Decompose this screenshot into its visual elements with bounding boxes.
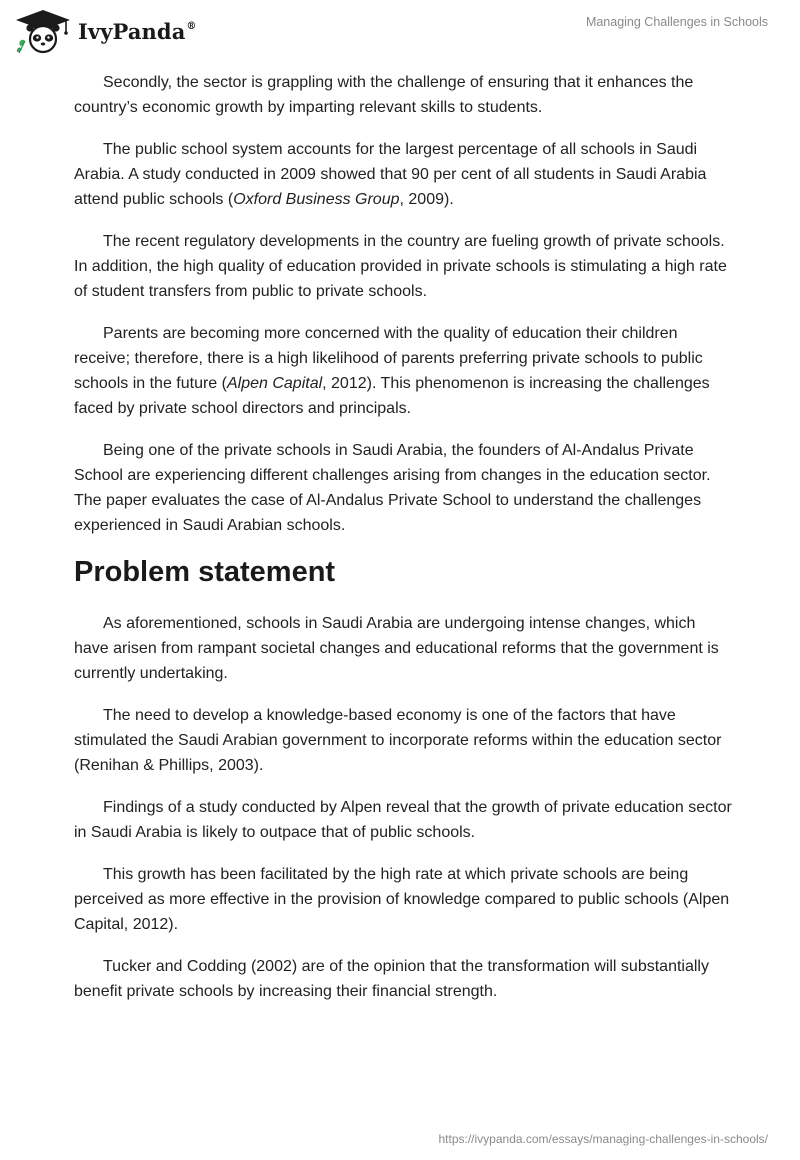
paragraph bbox=[74, 703, 734, 778]
paragraph bbox=[74, 862, 734, 937]
footer-url[interactable]: https://ivypanda.com/essays/managing-challenges-in-schools/ bbox=[438, 1132, 768, 1146]
paragraph-text: , 2012). This phenomenon is increasing the challenges faced by private school directors and principals. bbox=[74, 375, 710, 417]
paragraph-text: Findings of a study conducted by Alpen reveal that the growth of private education sector in Saudi Arabia is likely to outpace that of public schools. bbox=[74, 799, 732, 841]
paragraph bbox=[74, 954, 734, 1004]
section-heading: Problem statement bbox=[74, 556, 336, 588]
paragraph bbox=[74, 438, 734, 538]
citation-source: Alpen Capital bbox=[226, 375, 323, 392]
logo[interactable] bbox=[14, 8, 197, 54]
paragraph-text: Parents are becoming more concerned with the quality of education their children receive; therefore, there is a high likelihood of parents preferring private schools to public schools in the future ( bbox=[74, 325, 703, 392]
paragraph bbox=[74, 137, 734, 212]
paragraph-text: This growth has been facilitated by the high rate at which private schools are being perceived as more effective in the provision of knowledge compared to public schools (Alpen Capital, 2012). bbox=[74, 866, 730, 933]
paragraph-text: Secondly, the sector is grappling with the challenge of ensuring that it enhances the country’s economic growth by imparting relevant skills to students. bbox=[74, 74, 694, 116]
citation-source: Oxford Business Group bbox=[233, 191, 400, 208]
document-title: Managing Challenges in Schools bbox=[585, 15, 768, 29]
intro-paragraphs bbox=[74, 70, 734, 538]
paragraph bbox=[74, 611, 734, 686]
paragraph-text: , 2009). bbox=[399, 191, 454, 208]
paragraph-text: Tucker and Codding (2002) are of the opinion that the transformation will substantially benefit private schools by increasing their financial strength. bbox=[74, 958, 709, 1000]
page-header bbox=[0, 0, 800, 58]
paragraph bbox=[74, 321, 734, 421]
paragraph-text: The need to develop a knowledge-based economy is one of the factors that have stimulated the Saudi Arabian government to incorporate reforms within the education sector (Renihan & Phillips, 2003). bbox=[74, 707, 722, 774]
paragraph bbox=[74, 70, 734, 120]
paragraph-text: The recent regulatory developments in the country are fueling growth of private schools. In addition, the high quality of education provided in private schools is stimulating a high rate of student transfers from public to private schools. bbox=[74, 233, 727, 300]
paragraph bbox=[74, 229, 734, 304]
paragraph-text: As aforementioned, schools in Saudi Arabia are undergoing intense changes, which have arisen from rampant societal changes and educational reforms that the government is currently undertaking. bbox=[74, 615, 719, 682]
brand-name: IvyPanda® bbox=[78, 18, 197, 44]
problem-paragraphs bbox=[74, 611, 734, 1004]
paragraph-text: The public school system accounts for the largest percentage of all schools in Saudi Arabia. A study conducted in 2009 showed that 90 per cent of all students in Saudi Arabia attend public schools ( bbox=[74, 141, 707, 208]
essay-content bbox=[74, 70, 734, 1021]
paragraph-text: Being one of the private schools in Saudi Arabia, the founders of Al-Andalus Private School are experiencing different challenges arising from changes in the education sector. The paper evaluates the case of Al-Andalus Private School to understand the challenges experienced in Saudi Arabian schools. bbox=[74, 442, 711, 534]
panda-graduate-icon bbox=[14, 8, 72, 54]
paragraph bbox=[74, 795, 734, 845]
